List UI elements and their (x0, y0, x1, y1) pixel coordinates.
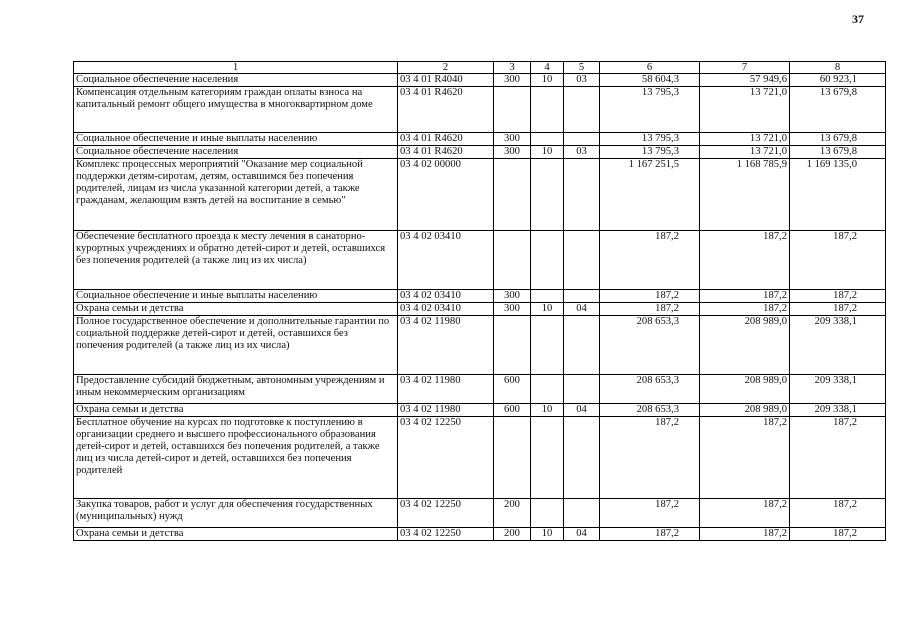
cell-amount-col8: 187,2 (790, 231, 886, 290)
cell-section (531, 316, 564, 375)
cell-section (531, 375, 564, 404)
cell-subsection (564, 499, 600, 528)
cell-section (531, 499, 564, 528)
cell-subsection (564, 375, 600, 404)
cell-name: Компенсация отдельным категориям граждан оплаты взноса на капитальный ремонт общего имущества в многоквартирном доме (74, 87, 398, 133)
cell-name: Полное государственное обеспечение и дополнительные гарантии по социальной поддержке детей-сирот и детей, оставшихся без попечения родителей (а также лиц из их числа) (74, 316, 398, 375)
cell-type: 600 (494, 375, 531, 404)
cell-section: 10 (531, 146, 564, 159)
cell-subsection (564, 417, 600, 499)
cell-amount-col7: 13 721,0 (700, 146, 790, 159)
cell-name: Социальное обеспечение и иные выплаты населению (74, 290, 398, 303)
cell-subsection: 04 (564, 303, 600, 316)
cell-subsection (564, 290, 600, 303)
cell-code: 03 4 01 R4620 (398, 133, 494, 146)
cell-subsection: 04 (564, 404, 600, 417)
cell-type: 300 (494, 303, 531, 316)
cell-code: 03 4 02 11980 (398, 375, 494, 404)
table-row (74, 528, 886, 541)
cell-name: Охрана семьи и детства (74, 528, 398, 541)
cell-code: 03 4 02 12250 (398, 528, 494, 541)
cell-section (531, 87, 564, 133)
cell-name: Охрана семьи и детства (74, 303, 398, 316)
cell-amount-col7: 13 721,0 (700, 87, 790, 133)
cell-amount-col8: 209 338,1 (790, 375, 886, 404)
cell-amount-col8: 209 338,1 (790, 404, 886, 417)
cell-amount-col6: 208 653,3 (600, 375, 700, 404)
cell-code: 03 4 02 11980 (398, 404, 494, 417)
cell-name: Комплекс процессных мероприятий "Оказание мер социальной поддержки детям-сиротам, детям, оставшимся без попечения родителей, лицам из числа указанной категории детей, а также гражданам, желающим взять детей на воспитание в семью" (74, 159, 398, 231)
table-row (74, 159, 886, 231)
table-row (74, 303, 886, 316)
table-row (74, 316, 886, 375)
cell-amount-col6: 187,2 (600, 231, 700, 290)
cell-amount-col7: 208 989,0 (700, 404, 790, 417)
cell-amount-col8: 187,2 (790, 303, 886, 316)
cell-amount-col8: 187,2 (790, 528, 886, 541)
table-row (74, 146, 886, 159)
header-cell: 8 (790, 62, 886, 74)
cell-section (531, 290, 564, 303)
table-row (74, 133, 886, 146)
cell-type (494, 231, 531, 290)
cell-amount-col8: 60 923,1 (790, 74, 886, 87)
budget-table (73, 61, 886, 541)
cell-code: 03 4 02 03410 (398, 290, 494, 303)
header-cell: 7 (700, 62, 790, 74)
table-row (74, 74, 886, 87)
cell-amount-col6: 13 795,3 (600, 87, 700, 133)
page-number: 37 (852, 12, 864, 26)
cell-amount-col8: 187,2 (790, 290, 886, 303)
cell-code: 03 4 02 12250 (398, 417, 494, 499)
cell-amount-col8: 187,2 (790, 417, 886, 499)
cell-amount-col6: 58 604,3 (600, 74, 700, 87)
cell-code: 03 4 02 03410 (398, 231, 494, 290)
cell-section: 10 (531, 303, 564, 316)
cell-amount-col7: 57 949,6 (700, 74, 790, 87)
cell-amount-col6: 208 653,3 (600, 404, 700, 417)
cell-subsection: 03 (564, 146, 600, 159)
cell-type (494, 87, 531, 133)
cell-code: 03 4 02 00000 (398, 159, 494, 231)
cell-name: Бесплатное обучение на курсах по подготовке к поступлению в организации среднего и высшего профессионального образования детей-сирот и детей, оставшихся без попечения родителей, а также лиц из числа детей-сирот и детей, оставшихся без попечения родителей (74, 417, 398, 499)
cell-section: 10 (531, 404, 564, 417)
cell-amount-col7: 208 989,0 (700, 316, 790, 375)
cell-amount-col8: 209 338,1 (790, 316, 886, 375)
cell-amount-col6: 13 795,3 (600, 146, 700, 159)
cell-type: 300 (494, 290, 531, 303)
cell-section (531, 417, 564, 499)
cell-type (494, 159, 531, 231)
cell-section: 10 (531, 528, 564, 541)
table-row (74, 499, 886, 528)
cell-amount-col6: 1 167 251,5 (600, 159, 700, 231)
cell-amount-col8: 13 679,8 (790, 146, 886, 159)
cell-code: 03 4 02 11980 (398, 316, 494, 375)
cell-amount-col7: 187,2 (700, 303, 790, 316)
cell-amount-col8: 187,2 (790, 499, 886, 528)
cell-amount-col7: 187,2 (700, 290, 790, 303)
cell-amount-col7: 187,2 (700, 231, 790, 290)
cell-name: Социальное обеспечение населения (74, 146, 398, 159)
cell-amount-col7: 13 721,0 (700, 133, 790, 146)
table-row (74, 87, 886, 133)
cell-type: 600 (494, 404, 531, 417)
cell-subsection: 03 (564, 74, 600, 87)
table-header (74, 62, 886, 74)
cell-amount-col8: 1 169 135,0 (790, 159, 886, 231)
cell-section (531, 159, 564, 231)
cell-type: 200 (494, 499, 531, 528)
cell-amount-col6: 187,2 (600, 303, 700, 316)
cell-section (531, 231, 564, 290)
cell-name: Обеспечение бесплатного проезда к месту лечения в санаторно-курортных учреждениях и обратно детей-сирот и детей, оставшихся без попечения родителей (а также лиц из их числа) (74, 231, 398, 290)
cell-name: Закупка товаров, работ и услуг для обеспечения государственных (муниципальных) нужд (74, 499, 398, 528)
cell-subsection (564, 159, 600, 231)
cell-amount-col6: 187,2 (600, 499, 700, 528)
cell-amount-col6: 208 653,3 (600, 316, 700, 375)
cell-amount-col6: 13 795,3 (600, 133, 700, 146)
table-row (74, 231, 886, 290)
cell-amount-col6: 187,2 (600, 528, 700, 541)
cell-name: Социальное обеспечение населения (74, 74, 398, 87)
cell-subsection (564, 133, 600, 146)
table-row (74, 404, 886, 417)
cell-type: 300 (494, 74, 531, 87)
cell-amount-col6: 187,2 (600, 290, 700, 303)
header-cell: 4 (531, 62, 564, 74)
cell-subsection (564, 231, 600, 290)
cell-amount-col7: 208 989,0 (700, 375, 790, 404)
cell-name: Предоставление субсидий бюджетным, автономным учреждениям и иным некоммерческим организациям (74, 375, 398, 404)
cell-code: 03 4 01 R4040 (398, 74, 494, 87)
cell-code: 03 4 01 R4620 (398, 146, 494, 159)
header-cell: 2 (398, 62, 494, 74)
cell-amount-col7: 187,2 (700, 528, 790, 541)
cell-name: Социальное обеспечение и иные выплаты населению (74, 133, 398, 146)
cell-name: Охрана семьи и детства (74, 404, 398, 417)
cell-type: 200 (494, 528, 531, 541)
cell-code: 03 4 01 R4620 (398, 87, 494, 133)
table-row (74, 290, 886, 303)
cell-section (531, 133, 564, 146)
cell-amount-col8: 13 679,8 (790, 133, 886, 146)
cell-amount-col7: 1 168 785,9 (700, 159, 790, 231)
cell-type: 300 (494, 133, 531, 146)
cell-amount-col7: 187,2 (700, 499, 790, 528)
cell-type (494, 316, 531, 375)
cell-type: 300 (494, 146, 531, 159)
table-body (74, 74, 886, 541)
cell-amount-col6: 187,2 (600, 417, 700, 499)
cell-subsection (564, 316, 600, 375)
table-row (74, 375, 886, 404)
cell-amount-col8: 13 679,8 (790, 87, 886, 133)
cell-code: 03 4 02 12250 (398, 499, 494, 528)
cell-section: 10 (531, 74, 564, 87)
cell-subsection (564, 87, 600, 133)
cell-subsection: 04 (564, 528, 600, 541)
header-cell: 6 (600, 62, 700, 74)
cell-amount-col7: 187,2 (700, 417, 790, 499)
cell-code: 03 4 02 03410 (398, 303, 494, 316)
header-cell: 5 (564, 62, 600, 74)
header-cell: 1 (74, 62, 398, 74)
header-row (74, 62, 886, 74)
table-row (74, 417, 886, 499)
header-cell: 3 (494, 62, 531, 74)
cell-type (494, 417, 531, 499)
